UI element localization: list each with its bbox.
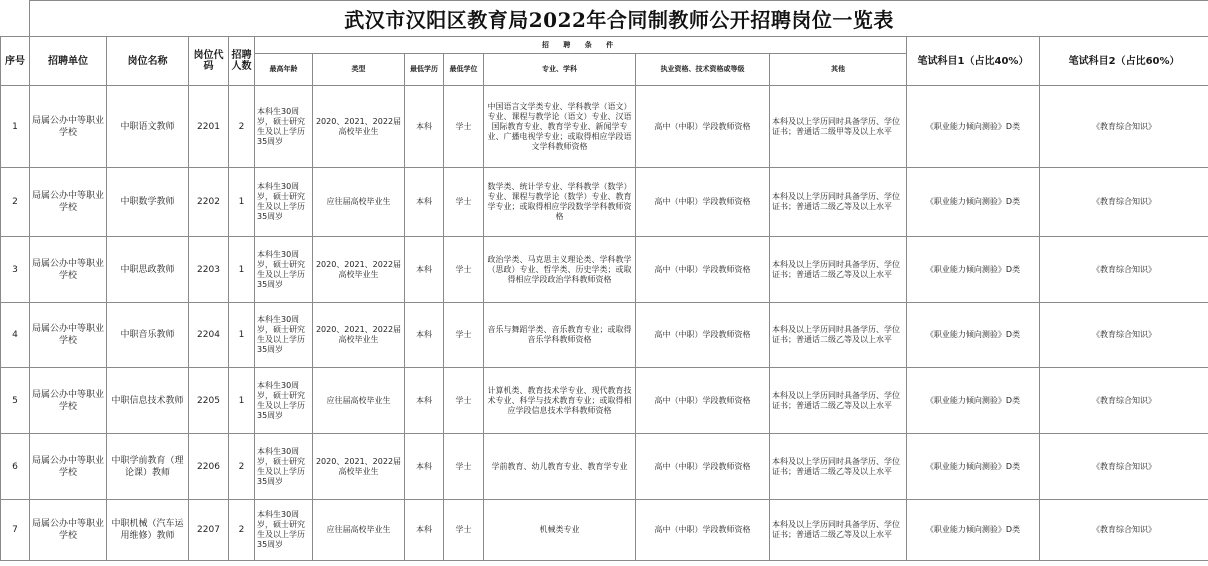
cell-count: 2 (229, 86, 255, 168)
cell-unit: 局属公办中等职业学校 (30, 368, 107, 434)
cell-code: 2204 (189, 303, 229, 368)
table-row (1, 168, 1208, 237)
cell-age: 本科生30周岁，硕士研究生及以上学历35周岁 (255, 237, 313, 303)
cell-degree: 学士 (444, 86, 484, 168)
cell-education: 本科 (405, 368, 444, 434)
header-code: 岗位代码 (189, 37, 229, 86)
cell-seq: 7 (1, 500, 30, 561)
table-row (1, 86, 1208, 168)
cell-position: 中职机械（汽车运用维修）教师 (107, 500, 189, 561)
cell-unit: 局属公办中等职业学校 (30, 86, 107, 168)
cell-code: 2205 (189, 368, 229, 434)
cell-unit: 局属公办中等职业学校 (30, 500, 107, 561)
cell-degree: 学士 (444, 237, 484, 303)
cell-seq: 2 (1, 168, 30, 237)
header-age: 最高年龄 (255, 54, 313, 86)
header-education: 最低学历 (405, 54, 444, 86)
header-category: 类型 (313, 54, 405, 86)
cell-code: 2206 (189, 434, 229, 500)
cell-unit: 局属公办中等职业学校 (30, 434, 107, 500)
cell-exam2: 《教育综合知识》 (1040, 500, 1208, 561)
cell-category: 应往届高校毕业生 (313, 168, 405, 237)
header-degree: 最低学位 (444, 54, 484, 86)
cell-seq: 4 (1, 303, 30, 368)
blank-corner (1, 1, 30, 37)
cell-seq: 5 (1, 368, 30, 434)
table-row (1, 500, 1208, 561)
cell-age: 本科生30周岁，硕士研究生及以上学历35周岁 (255, 168, 313, 237)
cell-exam1: 《职业能力倾向测验》D类 (907, 368, 1040, 434)
cell-qualification: 高中（中职）学段教师资格 (636, 434, 770, 500)
cell-category: 应往届高校毕业生 (313, 500, 405, 561)
cell-degree: 学士 (444, 368, 484, 434)
table-row (1, 303, 1208, 368)
cell-position: 中职学前教育（理论课）教师 (107, 434, 189, 500)
cell-position: 中职数学教师 (107, 168, 189, 237)
cell-exam1: 《职业能力倾向测验》D类 (907, 434, 1040, 500)
cell-exam2: 《教育综合知识》 (1040, 86, 1208, 168)
cell-other: 本科及以上学历同时具备学历、学位证书；普通话二级乙等及以上水平 (770, 368, 907, 434)
cell-qualification: 高中（中职）学段教师资格 (636, 86, 770, 168)
cell-age: 本科生30周岁，硕士研究生及以上学历35周岁 (255, 500, 313, 561)
header-major: 专业、学科 (484, 54, 636, 86)
cell-qualification: 高中（中职）学段教师资格 (636, 368, 770, 434)
cell-age: 本科生30周岁，硕士研究生及以上学历35周岁 (255, 86, 313, 168)
cell-count: 1 (229, 303, 255, 368)
cell-age: 本科生30周岁，硕士研究生及以上学历35周岁 (255, 434, 313, 500)
cell-other: 本科及以上学历同时具备学历、学位证书；普通话二级乙等及以上水平 (770, 434, 907, 500)
cell-education: 本科 (405, 500, 444, 561)
cell-education: 本科 (405, 434, 444, 500)
cell-major: 音乐与舞蹈学类、音乐教育专业；或取得音乐学科教师资格 (484, 303, 636, 368)
table-row (1, 237, 1208, 303)
cell-major: 机械类专业 (484, 500, 636, 561)
cell-major: 中国语言文学类专业、学科教学（语文）专业、课程与教学论（语文）专业、汉语国际教育专业、教育学专业、新闻学专业、广播电视学专业；或取得相应学段语文学科教师资格 (484, 86, 636, 168)
table-row (1, 434, 1208, 500)
cell-seq: 1 (1, 86, 30, 168)
cell-major: 数学类、统计学专业、学科教学（数学）专业、课程与教学论（数学）专业、教育学专业；或取得相应学段数学学科教师资格 (484, 168, 636, 237)
cell-exam1: 《职业能力倾向测验》D类 (907, 86, 1040, 168)
cell-category: 2020、2021、2022届高校毕业生 (313, 237, 405, 303)
cell-qualification: 高中（中职）学段教师资格 (636, 500, 770, 561)
cell-degree: 学士 (444, 303, 484, 368)
header-exam2: 笔试科目2（占比60%） (1040, 37, 1208, 86)
cell-category: 2020、2021、2022届高校毕业生 (313, 303, 405, 368)
cell-exam1: 《职业能力倾向测验》D类 (907, 237, 1040, 303)
cell-unit: 局属公办中等职业学校 (30, 237, 107, 303)
cell-education: 本科 (405, 303, 444, 368)
header-other: 其他 (770, 54, 907, 86)
cell-position: 中职信息技术教师 (107, 368, 189, 434)
cell-other: 本科及以上学历同时具备学历、学位证书；普通话二级乙等及以上水平 (770, 500, 907, 561)
cell-education: 本科 (405, 237, 444, 303)
cell-other: 本科及以上学历同时具备学历、学位证书；普通话二级乙等及以上水平 (770, 237, 907, 303)
cell-degree: 学士 (444, 168, 484, 237)
cell-count: 2 (229, 500, 255, 561)
cell-unit: 局属公办中等职业学校 (30, 303, 107, 368)
cell-category: 2020、2021、2022届高校毕业生 (313, 434, 405, 500)
header-seq: 序号 (1, 37, 30, 86)
cell-seq: 3 (1, 237, 30, 303)
page-title: 武汉市汉阳区教育局2022年合同制教师公开招聘岗位一览表 (30, 1, 1208, 37)
cell-exam2: 《教育综合知识》 (1040, 368, 1208, 434)
cell-other: 本科及以上学历同时具备学历、学位证书；普通话二级甲等及以上水平 (770, 86, 907, 168)
cell-unit: 局属公办中等职业学校 (30, 168, 107, 237)
cell-degree: 学士 (444, 434, 484, 500)
cell-code: 2201 (189, 86, 229, 168)
cell-code: 2207 (189, 500, 229, 561)
cell-education: 本科 (405, 168, 444, 237)
cell-position: 中职语文教师 (107, 86, 189, 168)
cell-code: 2202 (189, 168, 229, 237)
cell-exam2: 《教育综合知识》 (1040, 434, 1208, 500)
cell-exam2: 《教育综合知识》 (1040, 237, 1208, 303)
cell-count: 2 (229, 434, 255, 500)
cell-age: 本科生30周岁，硕士研究生及以上学历35周岁 (255, 303, 313, 368)
header-unit: 招聘单位 (30, 37, 107, 86)
cell-major: 计算机类、教育技术学专业、现代教育技术专业、科学与技术教育专业；或取得相应学段信息技术学科教师资格 (484, 368, 636, 434)
cell-count: 1 (229, 368, 255, 434)
cell-position: 中职音乐教师 (107, 303, 189, 368)
cell-exam1: 《职业能力倾向测验》D类 (907, 303, 1040, 368)
header-position: 岗位名称 (107, 37, 189, 86)
cell-category: 2020、2021、2022届高校毕业生 (313, 86, 405, 168)
cell-position: 中职思政教师 (107, 237, 189, 303)
cell-exam1: 《职业能力倾向测验》D类 (907, 500, 1040, 561)
cell-exam2: 《教育综合知识》 (1040, 303, 1208, 368)
table-row (1, 368, 1208, 434)
cell-age: 本科生30周岁，硕士研究生及以上学历35周岁 (255, 368, 313, 434)
cell-exam1: 《职业能力倾向测验》D类 (907, 168, 1040, 237)
cell-qualification: 高中（中职）学段教师资格 (636, 237, 770, 303)
cell-code: 2203 (189, 237, 229, 303)
cell-education: 本科 (405, 86, 444, 168)
header-exam1: 笔试科目1（占比40%） (907, 37, 1040, 86)
cell-other: 本科及以上学历同时具备学历、学位证书；普通话二级乙等及以上水平 (770, 303, 907, 368)
cell-other: 本科及以上学历同时具备学历、学位证书；普通话二级乙等及以上水平 (770, 168, 907, 237)
cell-qualification: 高中（中职）学段教师资格 (636, 303, 770, 368)
header-qualification: 执业资格、技术资格或等级 (636, 54, 770, 86)
header-conditions: 招 聘 条 件 (255, 37, 907, 54)
cell-exam2: 《教育综合知识》 (1040, 168, 1208, 237)
cell-major: 学前教育、幼儿教育专业、教育学专业 (484, 434, 636, 500)
cell-count: 1 (229, 168, 255, 237)
cell-qualification: 高中（中职）学段教师资格 (636, 168, 770, 237)
cell-category: 应往届高校毕业生 (313, 368, 405, 434)
cell-degree: 学士 (444, 500, 484, 561)
cell-seq: 6 (1, 434, 30, 500)
cell-major: 政治学类、马克思主义理论类、学科教学（思政）专业、哲学类、历史学类；或取得相应学段政治学科教师资格 (484, 237, 636, 303)
header-count: 招聘人数 (229, 37, 255, 86)
cell-count: 1 (229, 237, 255, 303)
